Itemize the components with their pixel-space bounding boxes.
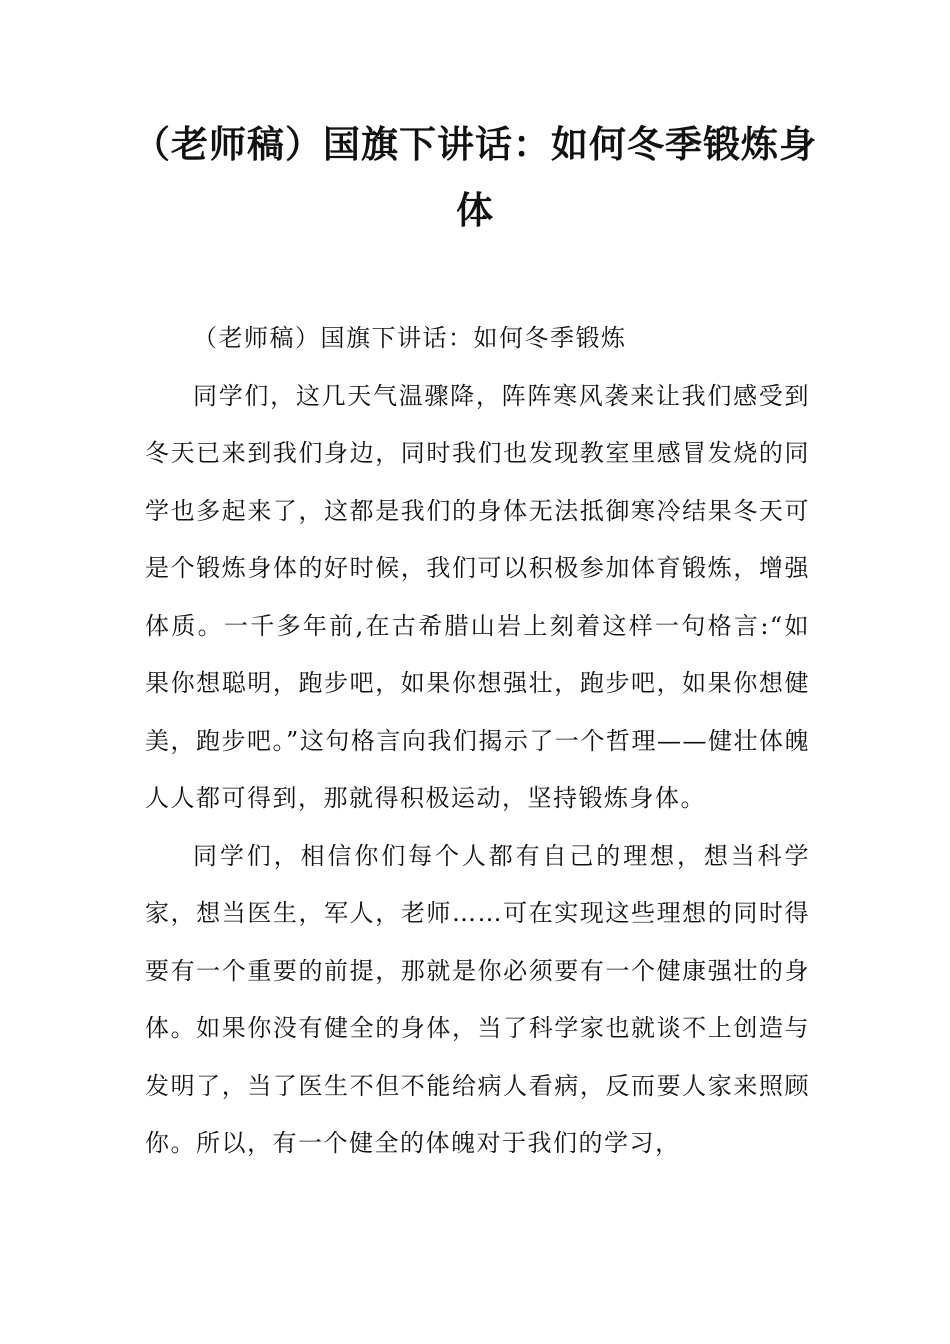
body-paragraph-1: 同学们，这几天气温骤降，阵阵寒风袭来让我们感受到冬天已来到我们身边，同时我们也发现教室里感冒发烧的同学也多起来了，这都是我们的身体无法抵御寒冷结果冬天可是个锻炼身体的好时候，我们可以积极参加体育锻炼，增强体质。一千多年前,在古希腊山岩上刻着这样一句格言:“如果你想聪明，跑步吧，如果你想强壮，跑步吧，如果你想健美，跑步吧。”这句格言向我们揭示了一个哲理——健壮体魄人人都可得到，那就得积极运动，坚持锻炼身体。 <box>145 381 810 812</box>
body-paragraph-2: 同学们，相信你们每个人都有自己的理想，想当科学家，想当医生，军人，老师……可在实现这些理想的同时得要有一个重要的前提，那就是你必须要有一个健康强壮的身体。如果你没有健全的身体，当了科学家也就谈不上创造与发明了，当了医生不但不能给病人看病，反而要人家来照顾你。所以，有一个健全的体魄对于我们的学习， <box>145 841 810 1157</box>
document-body <box>145 310 810 1173</box>
document-title: （老师稿）国旗下讲话：如何冬季锻炼身体 <box>133 123 817 232</box>
subtitle-paragraph: （老师稿）国旗下讲话：如何冬季锻炼 <box>193 324 627 352</box>
